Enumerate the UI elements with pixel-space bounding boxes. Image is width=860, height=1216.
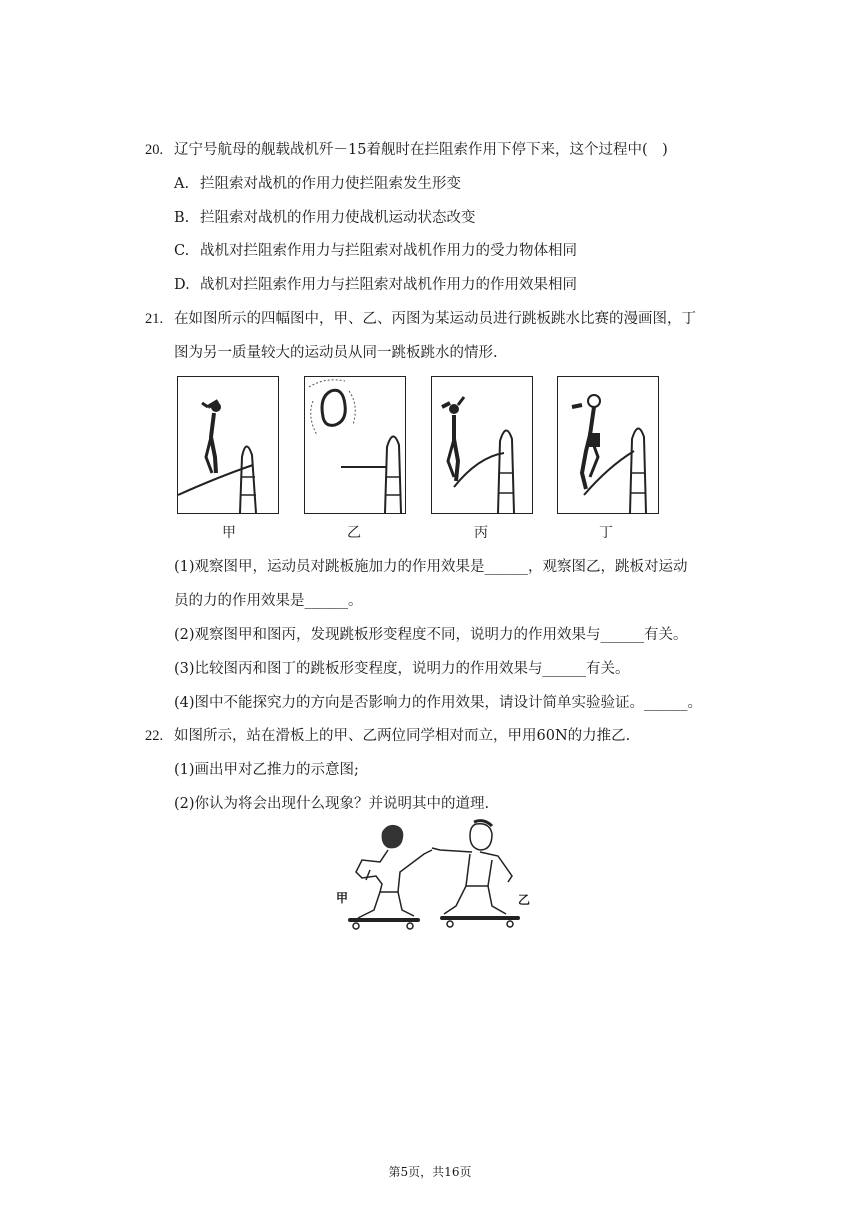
q20-option-b-letter: B. [174,210,190,226]
diving-panel-ding [557,376,659,514]
q21-sub1-line2: 员的力的作用效果是______。 [174,593,363,609]
skateboard-drawing [340,820,530,932]
q20-option-d: 战机对拦阻索作用力与拦阻索对战机作用力的作用效果相同 [200,277,577,293]
diver-yi-drawing [305,377,405,513]
diving-label-yi: 乙 [347,525,361,541]
q21-number: 21. [145,311,164,327]
q21-sub1-line1: (1)观察图甲，运动员对跳板施加力的作用效果是______，观察图乙，跳板对运动 [174,559,688,575]
q21-sub2: (2)观察图甲和图丙，发现跳板形变程度不同，说明力的作用效果与______有关。 [174,627,688,643]
skateboard-label-yi: 乙 [518,893,531,907]
skateboard-label-jia: 甲 [336,891,349,905]
q20-option-c-letter: C. [174,243,190,259]
q21-sub3: (3)比较图丙和图丁的跳板形变程度，说明力的作用效果与______有关。 [174,661,630,677]
q20-number: 20. [145,142,164,158]
diver-jia-drawing [178,377,278,513]
q22-sub2: (2)你认为将会出现什么现象？并说明其中的道理. [174,796,490,812]
diver-ding-drawing [558,377,658,513]
q21-sub4: (4)图中不能探究力的方向是否影响力的作用效果，请设计简单实验验证。______。 [174,695,703,711]
q21-stem-line2: 图为另一质量较大的运动员从同一跳板跳水的情形. [174,345,498,361]
diving-label-jia: 甲 [222,525,236,541]
q22-sub1: (1)画出甲对乙推力的示意图; [174,762,359,778]
diving-panel-yi [304,376,406,514]
diver-bing-drawing [432,377,532,513]
diving-panel-bing [431,376,533,514]
q21-stem-line1: 在如图所示的四幅图中，甲、乙、丙图为某运动员进行跳板跳水比赛的漫画图，丁 [174,311,696,327]
diving-label-bing: 丙 [474,525,488,541]
q22-number: 22. [145,728,164,744]
diving-label-ding: 丁 [599,525,613,541]
q20-stem: 辽宁号航母的舰载战机歼－15着舰时在拦阻索作用下停下来，这个过程中( ) [174,142,668,158]
q20-option-c: 战机对拦阻索作用力与拦阻索对战机作用力的受力物体相同 [200,243,577,259]
q20-option-d-letter: D. [174,277,190,293]
q20-option-a: 拦阻索对战机的作用力使拦阻索发生形变 [200,176,461,192]
page-footer: 第5页，共16页 [388,1165,472,1179]
q20-option-b: 拦阻索对战机的作用力使战机运动状态改变 [200,210,476,226]
q20-option-a-letter: A. [174,176,190,192]
q22-stem: 如图所示，站在滑板上的甲、乙两位同学相对而立，甲用60N的力推乙. [174,728,631,744]
diving-panel-jia [177,376,279,514]
